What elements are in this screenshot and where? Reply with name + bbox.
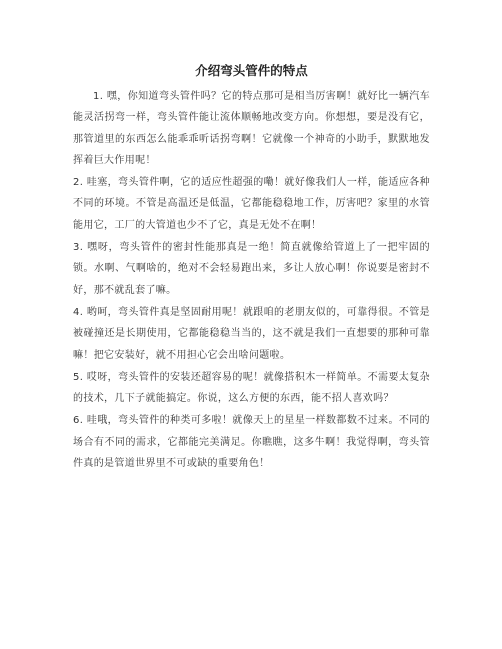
paragraph-4: 4. 哟呵，弯头管件真是坚固耐用呢！就跟咱的老朋友似的，可靠得很。不管是被碰撞还是长期使用，它都能稳稳当当的，这不就是我们一直想要的那种可靠嘛！把它安装好，就不用担心它会出啥问题啦。 bbox=[73, 306, 430, 361]
paragraph-6: 6. 哇哦，弯头管件的种类可多啦！就像天上的星星一样数都数不过来。不同的场合有不同的需求，它都能完美满足。你瞧瞧，这多牛啊！我觉得啊，弯头管件真的是管道世界里不可或缺的重要角色！ bbox=[73, 415, 430, 470]
paragraph-2: 2. 哇塞，弯头管件啊，它的适应性超强的嘞！就好像我们人一样，能适应各种不同的环境。不管是高温还是低温，它都能稳稳地工作，厉害吧？家里的水管能用它，工厂的大管道也少不了它，真是无处不在啊！ bbox=[73, 177, 430, 231]
document-title: 介绍弯头管件的特点 bbox=[195, 63, 308, 78]
paragraph-3: 3. 嘿呀，弯头管件的密封性能那真是一绝！简直就像给管道上了一把牢固的锁。水啊、气啊啥的，绝对不会轻易跑出来，多让人放心啊！你说要是密封不好，那不就乱套了嘛。 bbox=[73, 242, 430, 296]
paragraph-5: 5. 哎呀，弯头管件的安装还超容易的呢！就像搭积木一样简单。不需要太复杂的技术，几下子就能搞定。你说，这么方便的东西，能不招人喜欢吗？ bbox=[73, 371, 430, 405]
paragraph-1: 1. 嘿，你知道弯头管件吗？它的特点那可是相当厉害啊！就好比一辆汽车能灵活拐弯一样，弯头管件能让流体顺畅地改变方向。你想想，要是没有它，那管道里的东西怎么能乖乖听话拐弯啊！它就像一个神奇的小助手，默默地发挥着巨大作用呢！ bbox=[73, 91, 430, 166]
